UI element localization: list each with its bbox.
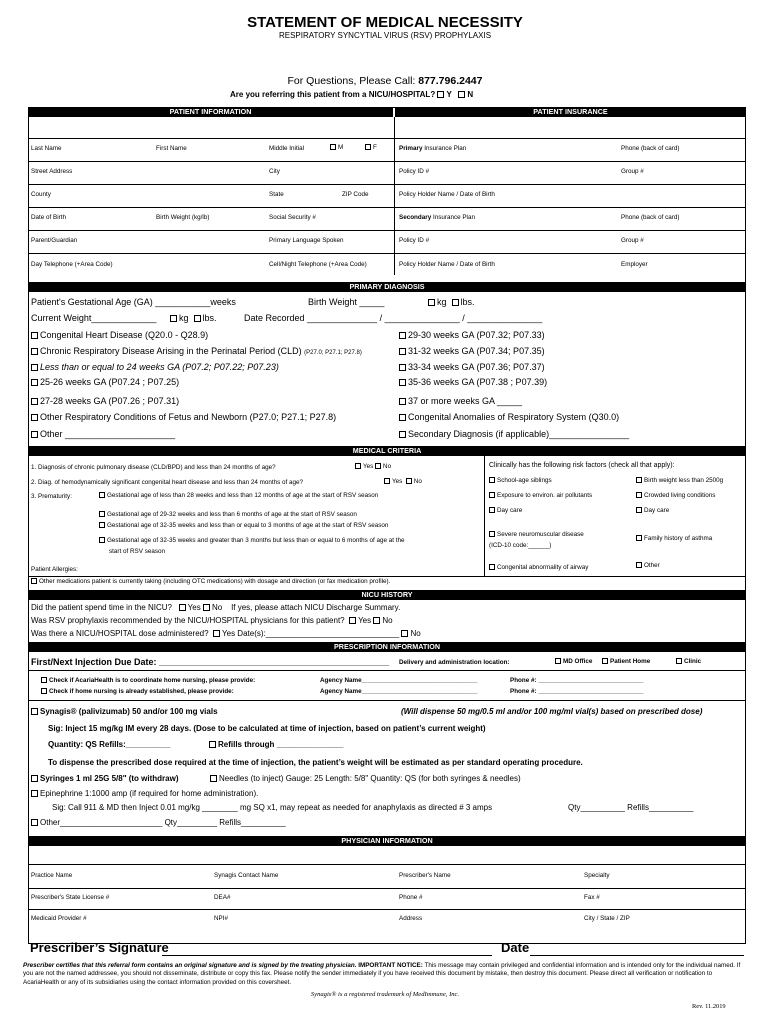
notice-2: information and is intended only for the individual named. If you are not the named addressee, you should not disseminate, distribute or copy this fax. Please notify the sender immediately if you have received this: [23, 962, 741, 978]
rx-epi-sig: Sig: Call 911 & MD then Inject 0.01 mg/kg ________ mg SQ x1, may repeat as needed for anaphylaxis as directed # 3 amps: [52, 803, 493, 812]
rx-synagis: [31, 707, 218, 716]
secondary-plan-text: Insurance Plan: [432, 214, 475, 221]
date-line[interactable]: [530, 955, 744, 956]
crit-q1-no-checkbox[interactable]: [375, 463, 381, 469]
rx-needles-label: Needles (to inject) Gauge: 25 Length: 5/8" Quantity: QS (for both syringes & needles): [219, 774, 521, 783]
nicu-q2-no: No: [382, 616, 393, 625]
dx-cld-codes: (P27.0; P27.1; P27.8): [304, 350, 362, 356]
label-license: Prescriber's State License #: [31, 894, 110, 901]
rx-epinephrine-checkbox[interactable]: [31, 790, 38, 797]
risk-7-checkbox[interactable]: [636, 535, 642, 541]
risk-1: [636, 477, 723, 484]
dx-other-resp-checkbox[interactable]: [31, 414, 38, 421]
label-city: City: [269, 168, 280, 175]
crit-p2: [99, 511, 357, 518]
label-npi: NPI#: [214, 915, 228, 922]
dx-3132-label: 31-32 weeks GA (P07.34; P07.35): [408, 346, 545, 356]
crit-p2-checkbox[interactable]: [99, 511, 105, 517]
dx-37plus-checkbox[interactable]: [399, 398, 406, 405]
loc-patient-home: [602, 658, 650, 665]
risk-5: [636, 507, 669, 514]
nicu-q2-yes-checkbox[interactable]: [349, 617, 356, 624]
dx-other: [31, 429, 175, 439]
crit-p1-checkbox[interactable]: [99, 492, 105, 498]
risk-head: Clinically has the following risk factors (check all that apply):: [489, 462, 675, 469]
risk-2: [489, 492, 592, 499]
established-nursing-checkbox[interactable]: [41, 688, 47, 694]
loc-md-office-checkbox[interactable]: [555, 658, 561, 664]
dx-2728-label: 27-28 weeks GA (P07.26 ; P07.31): [40, 396, 180, 406]
rx-sig: Sig: Inject 15 mg/kg IM every 28 days. (Dose to be calculated at time of injection, based on patient’s current weight): [48, 724, 486, 733]
loc-clinic-label: Clinic: [684, 658, 702, 665]
loc-clinic: [676, 658, 701, 665]
dx-le24: [31, 362, 279, 372]
crit-q1-no: No: [383, 463, 392, 470]
signature-line[interactable]: [162, 955, 492, 956]
rx-other: [31, 818, 286, 827]
signature-label: Prescriber’s Signature: [30, 940, 169, 955]
label-medicaid: Medicaid Provider #: [31, 915, 87, 922]
established-nursing: [41, 688, 234, 695]
risk-6: [489, 531, 584, 538]
rx-other-label: Other_______________________ Qty_________ Refills__________: [40, 818, 286, 827]
risk-8-checkbox[interactable]: [489, 564, 495, 570]
section-patient-insurance: PATIENT INSURANCE: [395, 107, 746, 117]
label-holder-1: Policy Holder Name / Date of Birth: [399, 191, 495, 198]
dx-chd-checkbox[interactable]: [31, 332, 38, 339]
dx-cld-checkbox[interactable]: [31, 348, 38, 355]
dx-cld-label: Chronic Respiratory Disease Arising in the Perinatal Period (CLD): [40, 346, 302, 356]
risk-8: [489, 564, 588, 571]
dx-secondary: [399, 429, 629, 439]
rx-syringes: [31, 774, 179, 783]
label-holder-2: Policy Holder Name / Date of Birth: [399, 261, 495, 268]
nicu-q1-text: Did the patient spend time in the NICU?: [31, 603, 172, 612]
risk-7-label: Family history of asthma: [644, 535, 713, 542]
risk-3-checkbox[interactable]: [636, 492, 642, 498]
rx-syringes-label: Syringes 1 ml 25G 5/8" (to withdraw): [40, 774, 179, 783]
risk-7: [636, 535, 712, 542]
coord-nursing-label: Check if AcariaHealth is to coordinate home nursing, please provide:: [49, 677, 256, 684]
risk-5-label: Day care: [644, 507, 670, 514]
crit-other-meds: [31, 578, 390, 585]
label-synagis-contact: Synagis Contact Name: [214, 872, 279, 879]
gestational-age: Patient's Gestational Age (GA) ___________weeks: [31, 297, 236, 307]
dx-le24-label: Less than or equal to 24 weeks GA (P07.2; P07.22; P07.23): [40, 362, 279, 372]
risk-8-label: Congenital abnormality of airway: [497, 564, 589, 571]
nicu-q2-no-checkbox[interactable]: [373, 617, 380, 624]
label-phone-back-2: Phone (back of card): [621, 214, 680, 221]
crit-p4-checkbox[interactable]: [99, 537, 105, 543]
section-prescription: PRESCRIPTION INFORMATION: [28, 642, 746, 652]
crit-other-meds-checkbox[interactable]: [31, 578, 37, 584]
dx-2930-checkbox[interactable]: [399, 332, 406, 339]
label-first-name: First Name: [156, 145, 187, 152]
crit-q2-yes: Yes: [392, 478, 403, 485]
label-dea: DEA#: [214, 894, 231, 901]
label-ssn: Social Security #: [269, 214, 316, 221]
label-phone-back-1: Phone (back of card): [621, 145, 680, 152]
cw-lbs-label: lbs.: [202, 313, 217, 323]
rx-other-checkbox[interactable]: [31, 819, 38, 826]
crit-q1-answers: [355, 463, 391, 470]
date-recorded: Date Recorded ______________ / _______________ / _______________: [244, 313, 543, 323]
label-secondary-plan: [399, 214, 475, 221]
label-language: Primary Language Spoken: [269, 237, 344, 244]
dx-2526-label: 25-26 weeks GA (P07.24 ; P07.25): [40, 377, 180, 387]
crit-q1-yes: Yes: [363, 463, 374, 470]
dx-chd: [31, 330, 208, 340]
crit-q2-yes-checkbox[interactable]: [384, 478, 390, 484]
risk-2-checkbox[interactable]: [489, 492, 495, 498]
risk-4-checkbox[interactable]: [489, 507, 495, 513]
label-policy-id-2: Policy ID #: [399, 237, 430, 244]
label-guardian: Parent/Guardian: [31, 237, 78, 244]
dx-3132-checkbox[interactable]: [399, 348, 406, 355]
label-phys-fax: Fax #: [584, 894, 600, 901]
crit-q2-no-checkbox[interactable]: [406, 478, 412, 484]
dx-secondary-checkbox[interactable]: [399, 431, 406, 438]
loc-md-office: [555, 658, 592, 665]
risk-9: [636, 562, 660, 569]
bw-kg-checkbox[interactable]: [428, 299, 435, 306]
rx-refills-through: [209, 740, 343, 749]
referral-question: [230, 90, 473, 99]
dx-congenital-anom-label: Congenital Anomalies of Respiratory System (Q30.0): [408, 412, 620, 422]
risk-3-label: Crowded living conditions: [644, 492, 716, 499]
risk-9-checkbox[interactable]: [636, 562, 642, 568]
cw-kg-checkbox[interactable]: [170, 315, 177, 322]
gender-m: [330, 144, 343, 151]
label-prescriber-name: Prescriber's Name: [399, 872, 451, 879]
bw-lbs-checkbox[interactable]: [452, 299, 459, 306]
important-notice: IMPORTANT NOTICE:: [358, 962, 423, 969]
loc-patient-home-checkbox[interactable]: [602, 658, 608, 664]
label-primary-plan: [399, 145, 466, 152]
dx-2526: [31, 377, 179, 387]
nicu-q2-yes: Yes: [358, 616, 372, 625]
gender-f: [365, 144, 377, 151]
gender-m-label: M: [338, 144, 344, 151]
dx-chd-label: Congenital Heart Disease (Q20.0 - Q28.9): [40, 330, 209, 340]
coord-nursing: [41, 677, 255, 684]
dx-le24-checkbox[interactable]: [31, 364, 38, 371]
nicu-q1-yes-checkbox[interactable]: [179, 604, 186, 611]
label-city-state-zip: City / State / ZIP: [584, 915, 630, 922]
revision: Rev. 11.2019: [692, 1003, 726, 1010]
label-zip: ZIP Code: [342, 191, 369, 198]
nicu-q3-no: No: [410, 629, 421, 638]
certifies-text: Prescriber certifies that this referral form contains an original signature and is signed by the treating physician.: [23, 962, 357, 969]
crit-q2-answers: [384, 478, 422, 485]
label-practice: Practice Name: [31, 872, 73, 879]
gender-f-label: F: [373, 144, 377, 151]
crit-p2-label: Gestational age of 29-32 weeks and less than 6 months of age at the start of RSV season: [107, 511, 357, 518]
notice-1: This message may contain privileged and confidential: [424, 962, 574, 969]
first-next-injection: First/Next Injection Due Date: ______________________________________________: [31, 657, 390, 667]
section-physician: PHYSICIAN INFORMATION: [28, 836, 746, 846]
label-policy-id-1: Policy ID #: [399, 168, 430, 175]
crit-p4-label: Gestational age of 32-35 weeks and greater than 3 months but less than or equal to 6 months of age at the: [107, 537, 405, 544]
trademark: Synagis® is a registered trademark of MedImmune, Inc.: [310, 991, 460, 998]
crit-q1-yes-checkbox[interactable]: [355, 463, 361, 469]
gender-m-checkbox[interactable]: [330, 144, 336, 150]
cw-units: [170, 313, 217, 323]
crit-p3-label: Gestational age of 32-35 weeks and less than or equal to 3 months of age at the start of RSV season: [107, 522, 389, 529]
rx-needles-checkbox[interactable]: [210, 775, 217, 782]
dx-3334-label: 33-34 weeks GA (P07.36; P07.37): [408, 362, 545, 372]
loc-clinic-checkbox[interactable]: [676, 658, 682, 664]
label-phys-phone: Phone #: [399, 894, 423, 901]
nicu-q1-no: No: [211, 603, 223, 612]
nicu-q1: [31, 603, 400, 612]
risk-3: [636, 492, 715, 499]
questions-line: [0, 75, 770, 87]
label-specialty: Specialty: [584, 872, 610, 879]
dx-cld: [31, 346, 362, 356]
cw-lbs-checkbox[interactable]: [194, 315, 201, 322]
risk-6-label: Severe neuromuscular disease: [497, 531, 584, 538]
crit-p3-checkbox[interactable]: [99, 522, 105, 528]
referral-no-checkbox[interactable]: [458, 91, 465, 98]
nicu-q3: [31, 629, 421, 638]
phone-number: 877.796.2447: [418, 75, 483, 87]
nicu-q2: [31, 616, 393, 625]
nicu-q2-text: Was RSV prophylaxis recommended by the NICU/HOSPITAL physicians for this patient?: [31, 616, 345, 625]
label-group-1: Group #: [621, 168, 644, 175]
nicu-q3-text: Was there a NICU/HOSPITAL dose administered?: [31, 629, 209, 638]
loc-patient-home-label: Patient Home: [610, 658, 651, 665]
label-state: State: [269, 191, 284, 198]
label-cell-phone: Cell/Night Telephone (+Area Code): [269, 261, 367, 268]
dx-3536-label: 35-36 weeks GA (P07.38 ; P07.39): [408, 377, 548, 387]
form-title: STATEMENT OF MEDICAL NECESSITY: [247, 14, 523, 31]
current-weight: Current Weight_____________: [31, 313, 157, 323]
nicu-q3-no-checkbox[interactable]: [401, 630, 408, 637]
label-street: Street Address: [31, 168, 73, 175]
dx-other-resp: [31, 412, 336, 422]
referral-yes-checkbox[interactable]: [437, 91, 444, 98]
section-patient-info: PATIENT INFORMATION: [28, 107, 393, 117]
label-dob: Date of Birth: [31, 214, 66, 221]
dx-3536: [399, 377, 547, 387]
questions-label: For Questions, Please Call:: [287, 75, 416, 87]
bw-kg-label: kg: [437, 297, 447, 307]
agency-2: Agency Name_________________________________: [320, 688, 478, 695]
crit-q2-no: No: [413, 478, 422, 485]
form-subtitle: RESPIRATORY SYNCYTIAL VIRUS (RSV) PROPHYLAXIS: [278, 31, 492, 40]
label-address: Address: [399, 915, 423, 922]
risk-9-label: Other: [644, 562, 660, 569]
agency-phone-1: Phone #: ______________________________: [510, 677, 644, 684]
dx-2930: [399, 330, 545, 340]
rx-will-dispense: (Will dispense 50 mg/0.5 ml and/or 100 mg/ml vial(s) based on prescribed dose): [401, 707, 703, 716]
label-middle-initial: Middle Initial: [269, 145, 304, 152]
risk-5-checkbox[interactable]: [636, 507, 642, 513]
crit-allergies: Patient Allergies:: [31, 566, 78, 573]
bw-units: [428, 297, 475, 307]
risk-1-label: Birth weight less than 2500g: [644, 477, 724, 484]
agency-phone-2: Phone #: ______________________________: [510, 688, 644, 695]
crit-p4: [99, 537, 405, 544]
referral-no-label: N: [467, 90, 474, 99]
referral-yes-label: Y: [446, 90, 452, 99]
date-label: Date: [501, 940, 530, 955]
label-group-2: Group #: [621, 237, 644, 244]
dx-secondary-label: Secondary Diagnosis (if applicable)________________: [408, 429, 630, 439]
rx-refills-through-label: Refills through _______________: [218, 740, 344, 749]
rx-refills-through-checkbox[interactable]: [209, 741, 216, 748]
crit-p3: [99, 522, 388, 529]
established-nursing-label: Check if home nursing is already established, please provide:: [49, 688, 234, 695]
rx-epi-qty: Qty__________ Refills__________: [568, 803, 694, 812]
risk-0-label: School-age siblings: [497, 477, 552, 484]
nicu-q1-note: If yes, please attach NICU Discharge Summary.: [231, 603, 401, 612]
rx-qty: Quantity: QS Refills:__________: [48, 740, 171, 749]
risk-0-checkbox[interactable]: [489, 477, 495, 483]
risk-4: [489, 507, 522, 514]
nicu-q1-no-checkbox[interactable]: [203, 604, 210, 611]
dx-37plus-label: 37 or more weeks GA _____: [408, 396, 523, 406]
section-primary-diagnosis: PRIMARY DIAGNOSIS: [28, 282, 746, 292]
rx-dispense-note: To dispense the prescribed dose required at the time of injection, the patient’s weight will be estimated as per standard operating procedure.: [48, 758, 583, 767]
primary-plan-text: Insurance Plan: [424, 145, 467, 152]
birth-weight-dx: Birth Weight _____: [308, 297, 385, 307]
crit-p1: [99, 492, 378, 499]
secondary-bold: Secondary: [399, 214, 432, 221]
label-last-name: Last Name: [31, 145, 62, 152]
dx-other-checkbox[interactable]: [31, 431, 38, 438]
rx-epinephrine: [31, 789, 258, 798]
coord-nursing-checkbox[interactable]: [41, 677, 47, 683]
label-day-phone: Day Telephone (+Area Code): [31, 261, 113, 268]
dx-37plus: [399, 396, 522, 406]
agency-1: Agency Name_________________________________: [320, 677, 478, 684]
crit-p1-label: Gestational age of less than 28 weeks and less than 12 months of age at the start of RSV season: [107, 492, 379, 499]
label-birth-weight: Birth Weight (kg/lb): [156, 214, 210, 221]
dx-3334-checkbox[interactable]: [399, 364, 406, 371]
crit-q3: 3. Prematurity:: [31, 493, 72, 500]
dx-other-label: Other ______________________: [40, 429, 176, 439]
section-medical-criteria: MEDICAL CRITERIA: [28, 446, 746, 456]
crit-q1: 1. Diagnosis of chronic pulmonary disease (CLD/BPD) and less than 24 months of age?: [31, 464, 276, 471]
rx-synagis-label: Synagis® (palivizumab) 50 and/or 100 mg vials: [40, 707, 218, 716]
label-employer: Employer: [621, 261, 648, 268]
risk-6-checkbox[interactable]: [489, 531, 495, 537]
nicu-q3-yes-checkbox[interactable]: [213, 630, 220, 637]
dx-2930-label: 29-30 weeks GA (P07.32; P07.33): [408, 330, 545, 340]
risk-2-label: Exposure to environ. air pollutants: [497, 492, 593, 499]
dx-congenital-anom: [399, 412, 619, 422]
dx-other-resp-label: Other Respiratory Conditions of Fetus and Newborn (P27.0; P27.1; P27.8): [40, 412, 337, 422]
rx-needles: [210, 774, 521, 783]
notice-3: document by mistake, then destroy this document. Please direct all verification or notification to AcariaHealth or any of its subsidiaries using the contact information provided on this coversheet.: [23, 970, 713, 986]
crit-q2: 2. Diag. of hemodynamically significant congenital heart disease and less than 24 months of age?: [31, 479, 303, 486]
gender-f-checkbox[interactable]: [365, 144, 371, 150]
risk-4-label: Day care: [497, 507, 523, 514]
nicu-q3-dates: Yes Date(s):______________________________: [222, 629, 400, 638]
rx-syringes-checkbox[interactable]: [31, 775, 38, 782]
referral-text: Are you referring this patient from a NICU/HOSPITAL?: [230, 90, 436, 99]
certification-text: [23, 962, 748, 987]
label-county: County: [31, 191, 51, 198]
risk-0: [489, 477, 552, 484]
rx-epinephrine-label: Epinephrine 1:1000 amp (if required for home administration).: [40, 789, 259, 798]
nicu-q1-yes: Yes: [187, 603, 201, 612]
bw-lbs-label: lbs.: [460, 297, 475, 307]
crit-other-meds-label: Other medications patient is currently taking (including OTC medications) with dosage and direction (or fax medication profile).: [39, 578, 391, 585]
dx-2728-checkbox[interactable]: [31, 398, 38, 405]
dx-2728: [31, 396, 179, 406]
risk-icd: (ICD-10 code:______): [489, 542, 552, 549]
primary-bold: Primary: [399, 145, 423, 152]
dx-2526-checkbox[interactable]: [31, 379, 38, 386]
loc-md-office-label: MD Office: [563, 658, 593, 665]
dx-congenital-anom-checkbox[interactable]: [399, 414, 406, 421]
section-nicu-history: NICU HISTORY: [28, 590, 746, 600]
rx-synagis-checkbox[interactable]: [31, 708, 38, 715]
risk-1-checkbox[interactable]: [636, 477, 642, 483]
cw-kg-label: kg: [179, 313, 189, 323]
dx-3536-checkbox[interactable]: [399, 379, 406, 386]
dx-3132: [399, 346, 545, 356]
delivery-label: Delivery and administration location:: [399, 659, 510, 666]
dx-3334: [399, 362, 545, 372]
crit-p4b: start of RSV season: [109, 548, 165, 555]
